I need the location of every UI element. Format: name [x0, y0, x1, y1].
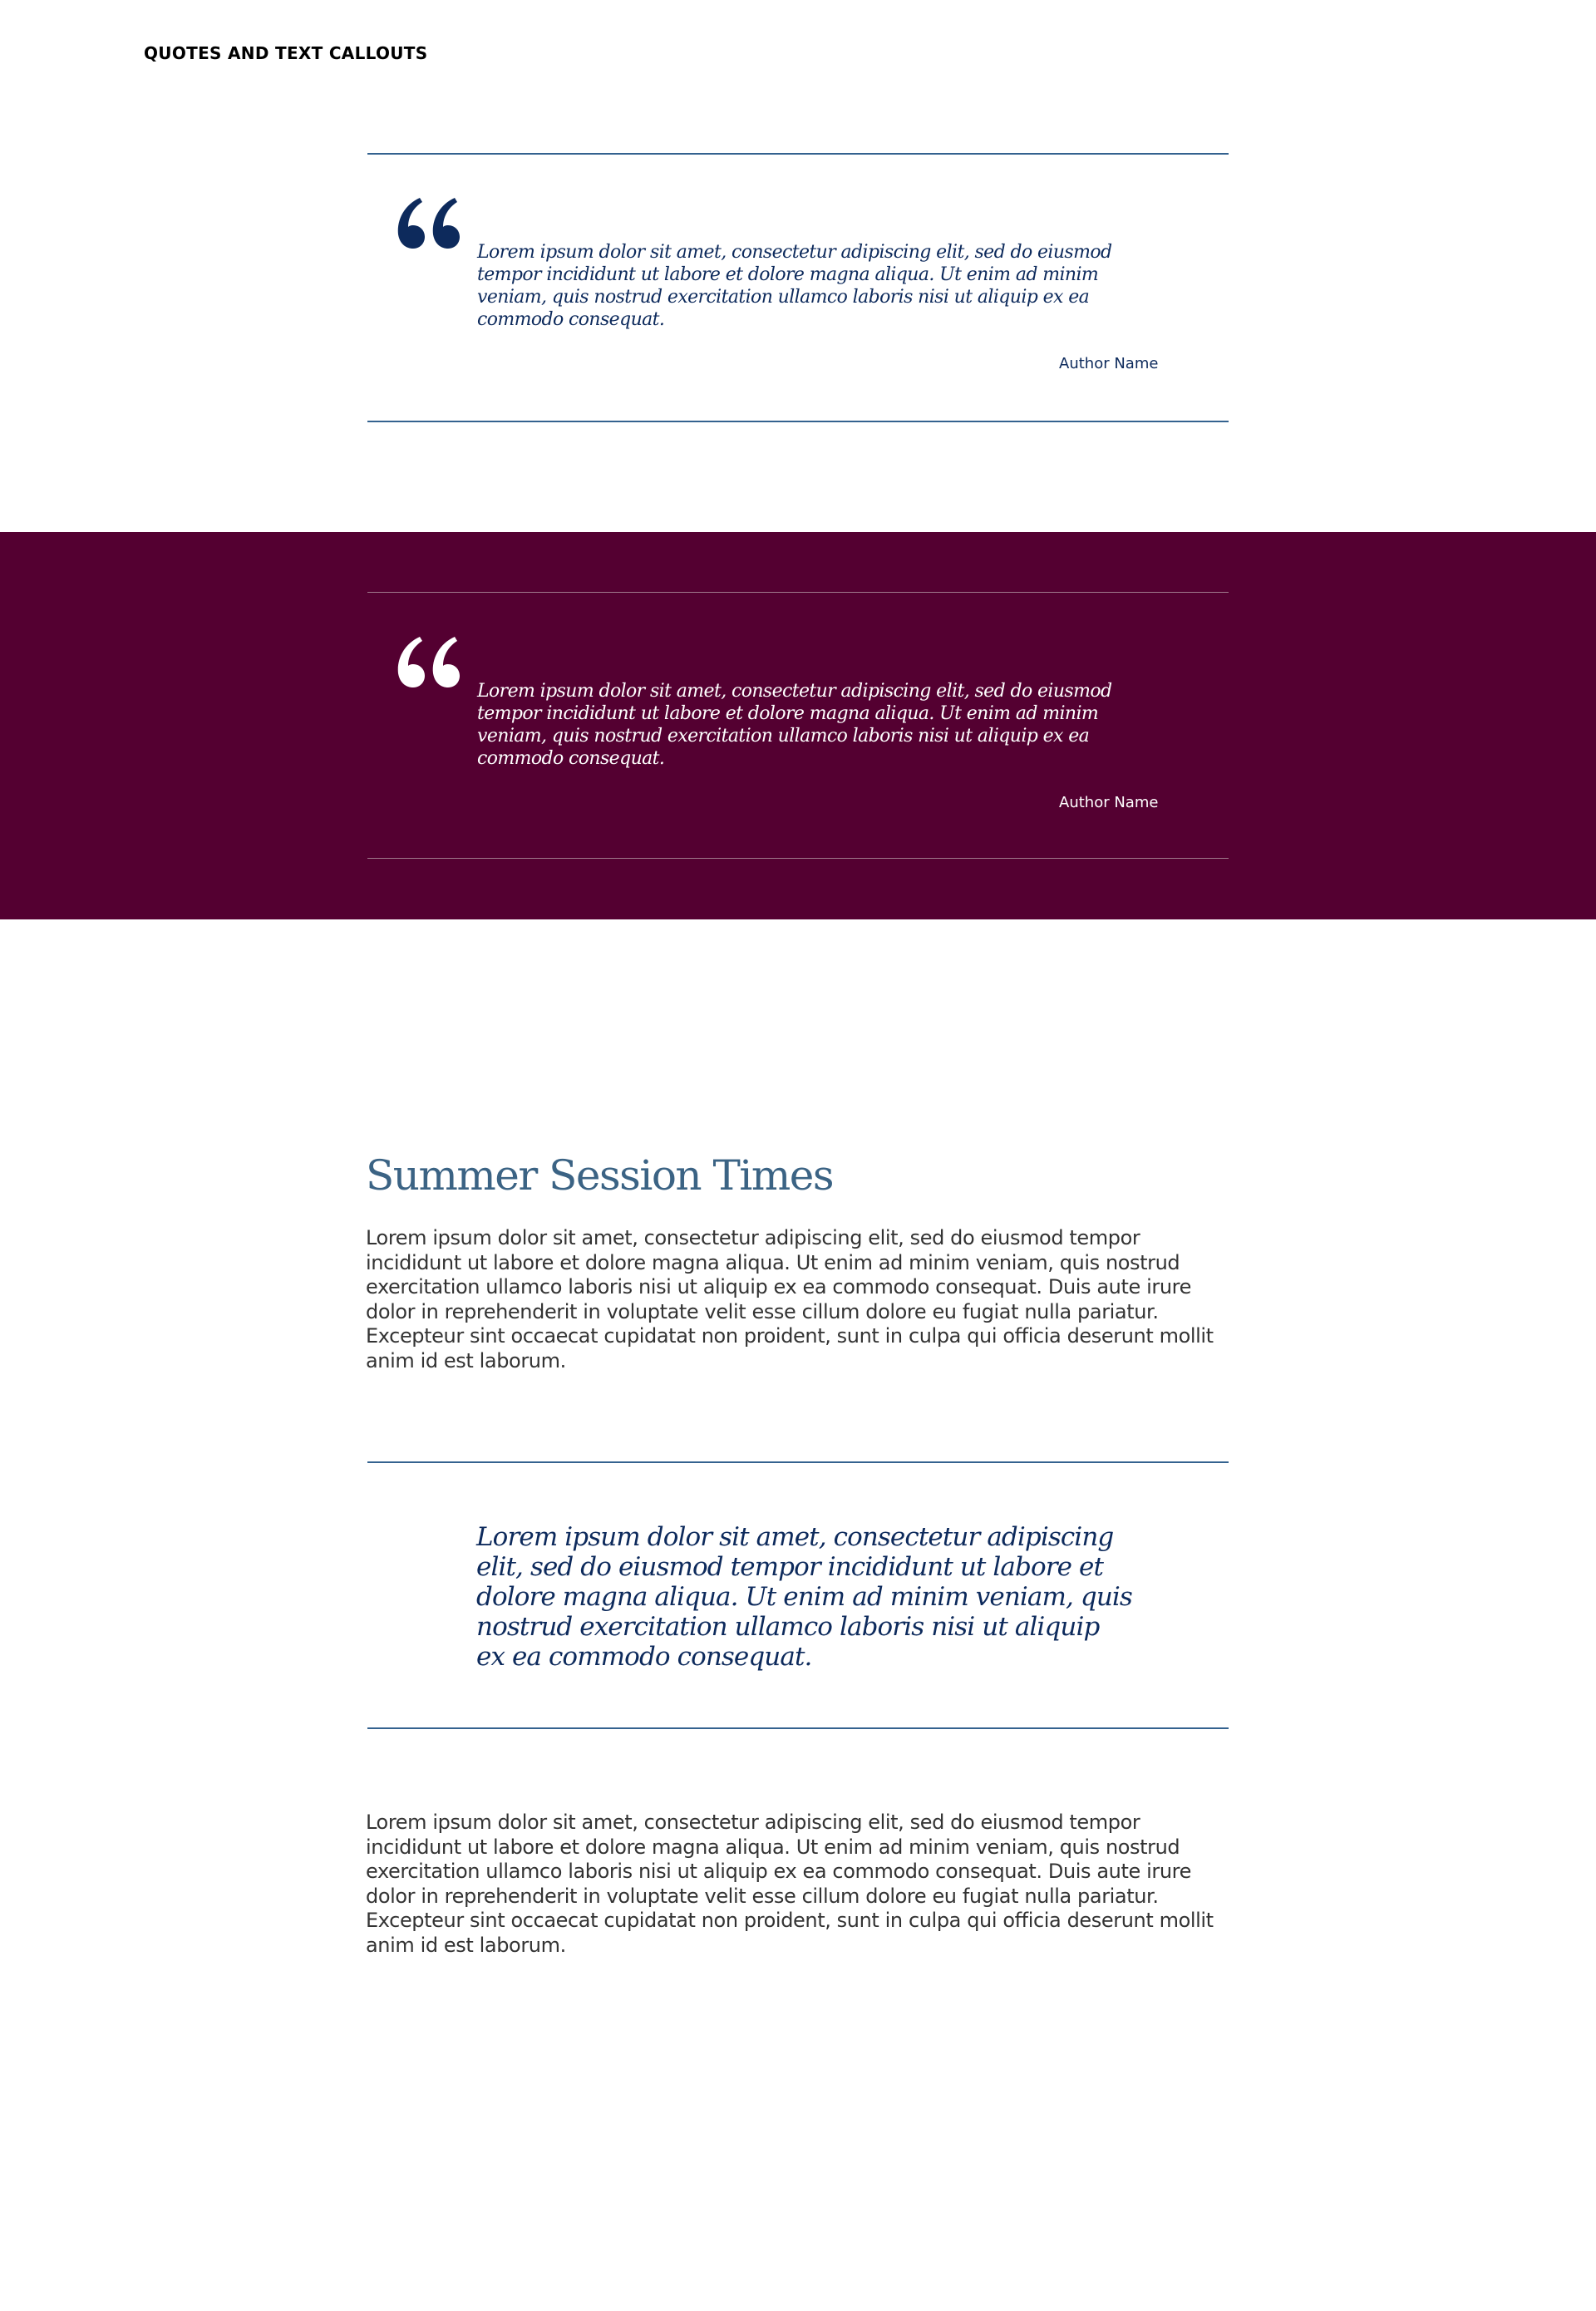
bottom-divider — [367, 1727, 1229, 1729]
quote-callout-light — [367, 153, 1229, 423]
section-title: Summer Session Times — [366, 1151, 834, 1200]
quote-callout-dark — [367, 592, 1229, 862]
pull-quote-text: Lorem ipsum dolor sit amet, consectetur adipiscing elit, sed do eiusmod tempor incididunt ut labore et dolore magna aliqua. Ut enim ad minim veniam, quis nostrud exercitation ullamco laboris nisi ut aliquip ex ea commodo consequat. — [476, 1522, 1132, 1672]
quote-text: Lorem ipsum dolor sit amet, consectetur adipiscing elit, sed do eiusmod tempor incididunt ut labore et dolore magna aliqua. Ut enim ad minim veniam, quis nostrud exercitation ullamco laboris nisi ut aliquip ex ea commodo consequat. — [477, 681, 1112, 769]
quote-author: Author Name — [1059, 355, 1159, 372]
top-divider — [367, 1461, 1229, 1463]
bottom-divider — [367, 858, 1229, 859]
page-header: QUOTES AND TEXT CALLOUTS — [144, 43, 428, 63]
quotation-mark-icon — [395, 635, 460, 688]
top-divider — [367, 592, 1229, 593]
pull-quote — [367, 1461, 1229, 1729]
quotation-mark-icon — [395, 196, 460, 249]
quote-author: Author Name — [1059, 794, 1159, 811]
bottom-divider — [367, 421, 1229, 422]
body-paragraph: Lorem ipsum dolor sit amet, consectetur adipiscing elit, sed do eiusmod tempor incididunt ut labore et dolore magna aliqua. Ut enim ad minim veniam, quis nostrud exercitation ullamco laboris nisi ut aliquip ex ea commodo consequat. Duis aute irure dolor in reprehenderit in voluptate velit esse cillum dolore eu fugiat nulla pariatur. Excepteur sint occaecat cupidatat non proident, sunt in culpa qui officia deserunt mollit anim id est laborum. — [366, 1226, 1214, 1372]
top-divider — [367, 153, 1229, 155]
quote-text: Lorem ipsum dolor sit amet, consectetur adipiscing elit, sed do eiusmod tempor incididunt ut labore et dolore magna aliqua. Ut enim ad minim veniam, quis nostrud exercitation ullamco laboris nisi ut aliquip ex ea commodo consequat. — [477, 242, 1112, 330]
body-paragraph: Lorem ipsum dolor sit amet, consectetur adipiscing elit, sed do eiusmod tempor incididunt ut labore et dolore magna aliqua. Ut enim ad minim veniam, quis nostrud exercitation ullamco laboris nisi ut aliquip ex ea commodo consequat. Duis aute irure dolor in reprehenderit in voluptate velit esse cillum dolore eu fugiat nulla pariatur. Excepteur sint occaecat cupidatat non proident, sunt in culpa qui officia deserunt mollit anim id est laborum. — [366, 1811, 1214, 1957]
